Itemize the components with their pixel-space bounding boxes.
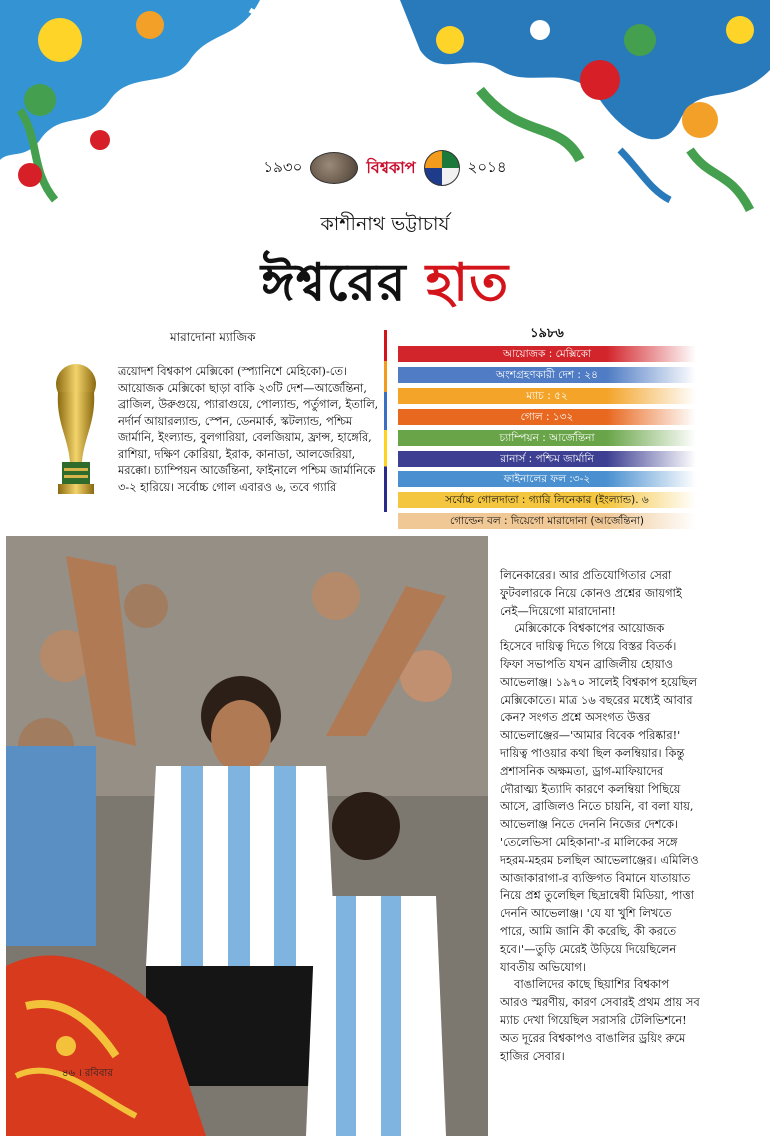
fact-row: আয়োজক : মেক্সিকো [398, 346, 696, 362]
decorative-header-artwork [0, 0, 770, 230]
end-year: ২০১৪ [467, 157, 507, 176]
start-year: ১৯৩০ [263, 157, 303, 176]
fact-row: অংশগ্রহণকারী দেশ : ২৪ [398, 367, 696, 383]
fact-row: ম্যাচ : ৫২ [398, 388, 696, 404]
series-title-row [0, 150, 770, 186]
fact-row: ফাইনালের ফল :৩-২ [398, 471, 696, 487]
headline-part-1: ঈশ্বরের [260, 252, 426, 313]
world-cup-trophy-icon [46, 362, 106, 504]
maradona-celebration-photo [6, 536, 488, 1136]
vintage-football-icon [310, 152, 358, 184]
body-paragraph-1: লিনেকারের। আর প্রতিযোগিতার সেরা ফুটবলারকে নিয়ে কোনও প্রশ্নের জায়গাই নেই—দিয়েগো মারাদোনা! [500, 568, 682, 618]
fact-row: গোল্ডেন বল : দিয়েগো মারাদোনা (আর্জেন্তিনা) [398, 513, 696, 529]
fact-row: গোল : ১৩২ [398, 409, 696, 425]
page-footer: ৪৬ । রবিবার [62, 1068, 113, 1079]
fact-row: চ্যাম্পিয়ন : আর্জেন্তিনা [398, 430, 696, 446]
series-label: বিশ্বকাপ [366, 157, 416, 177]
intro-paragraph: ত্রয়োদশ বিশ্বকাপ মেক্সিকো (স্প্যানিশে মেহিকো)-তে। আয়োজক মেক্সিকো ছাড়া বাকি ২৩টি দেশ—আর্জেন্তিনা, ব্রাজিল, উরুগুয়ে, প্যারাগুয়ে, পোল্যান্ড, পর্তুগাল, ইতালি, নর্দার্ন আয়ারল্যান্ড, স্পেন, ডেনমার্ক, স্কটল্যান্ড, পশ্চিম জার্মানি, ইংল্যান্ড, বুলগারিয়া, বেলজিয়াম, ফ্রান্স, হাঙ্গেরি, রাশিয়া, দক্ষিণ কোরিয়া, ইরাক, কানাডা, আলজেরিয়া, মরক্কো। চ্যাম্পিয়ন আর্জেন্তিনা, ফাইনালে পশ্চিম জার্মানিকে ৩-২ হারিয়ে। সর্বোচ্চ গোল এবারও ৬, তবে গ্যারি [118, 365, 379, 494]
headline [0, 242, 770, 329]
colour-divider [384, 330, 387, 512]
fact-row: সর্বোচ্চ গোলদাতা : গ্যারি লিনেকার (ইংল্যান্ড). ৬ [398, 492, 696, 508]
modern-football-icon [424, 150, 460, 186]
article-body [500, 567, 700, 1065]
headline-part-2: হাত [425, 252, 510, 313]
fact-row: রানার্স : পশ্চিম জার্মানি [398, 451, 696, 467]
body-paragraph-2: মেক্সিকোকে বিশ্বকাপের আয়োজক হিসেবে দায়িত্ব দিতে গিয়ে বিস্তর বিতর্ক। ফিফা সভাপতি যখন ব্রাজিলীয় হোয়াও আভেলাঞ্জ। ১৯৭০ সালেই বিশ্বকাপ হয়েছিল মেক্সিকোতে। মাত্র ১৬ বছরের মধ্যেই আবার কেন? সংগত প্রশ্নে অসংগত উত্তর আভেলাঞ্জের—'আমার বিবেক পরিষ্কার!' দায়িত্ব পাওয়ার কথা ছিল কলম্বিয়ার। কিন্তু প্রশাসনিক অক্ষমতা, ড্রাগ-মাফিয়াদের দৌরাত্ম্য ইত্যাদি কারণে কলম্বিয়া পিছিয়ে আসে, ব্রাজিলও নিতে চায়নি, বা বলা যায়, আভেলাঞ্জ নিতে দেননি নিজের দেশকে। 'তেলেভিসা মেহিকানা'-র মালিকের সঙ্গে দহরম-মহরম চলছিল আভেলাঞ্জের। এমিলিও আজাকারাগা-র ব্যক্তিগত বিমানে যাতায়াত নিয়ে প্রশ্ন তুলেছিল ছিদ্রান্বেষী মিডিয়া, পাত্তা দেননি আভেলাঞ্জ। 'যে যা খুশি লিখতে পারে, আমি জানি কী করেছি, কী করতে হবে।'—তুড়ি মেরেই উড়িয়ে দিয়েছিলেন যাবতীয় অভিযোগ। [500, 621, 699, 974]
body-paragraph-3: বাঙালিদের কাছে ছিয়াশির বিশ্বকাপ আরও স্মরণীয়, কারণ সেবারই প্রথম প্রায় সব ম্যাচ দেখা গিয়েছিল সরাসরি টেলিভিশনে! অত দূরের বিশ্বকাপও বাঙালির ড্রয়িং রুমে হাজির সেবার। [500, 977, 700, 1063]
side-heading: মারাদোনা ম্যাজিক [170, 330, 256, 344]
author-byline: কাশীনাথ ভট্টাচার্য [320, 213, 450, 235]
facts-year: ১৯৮৬ [530, 326, 564, 341]
